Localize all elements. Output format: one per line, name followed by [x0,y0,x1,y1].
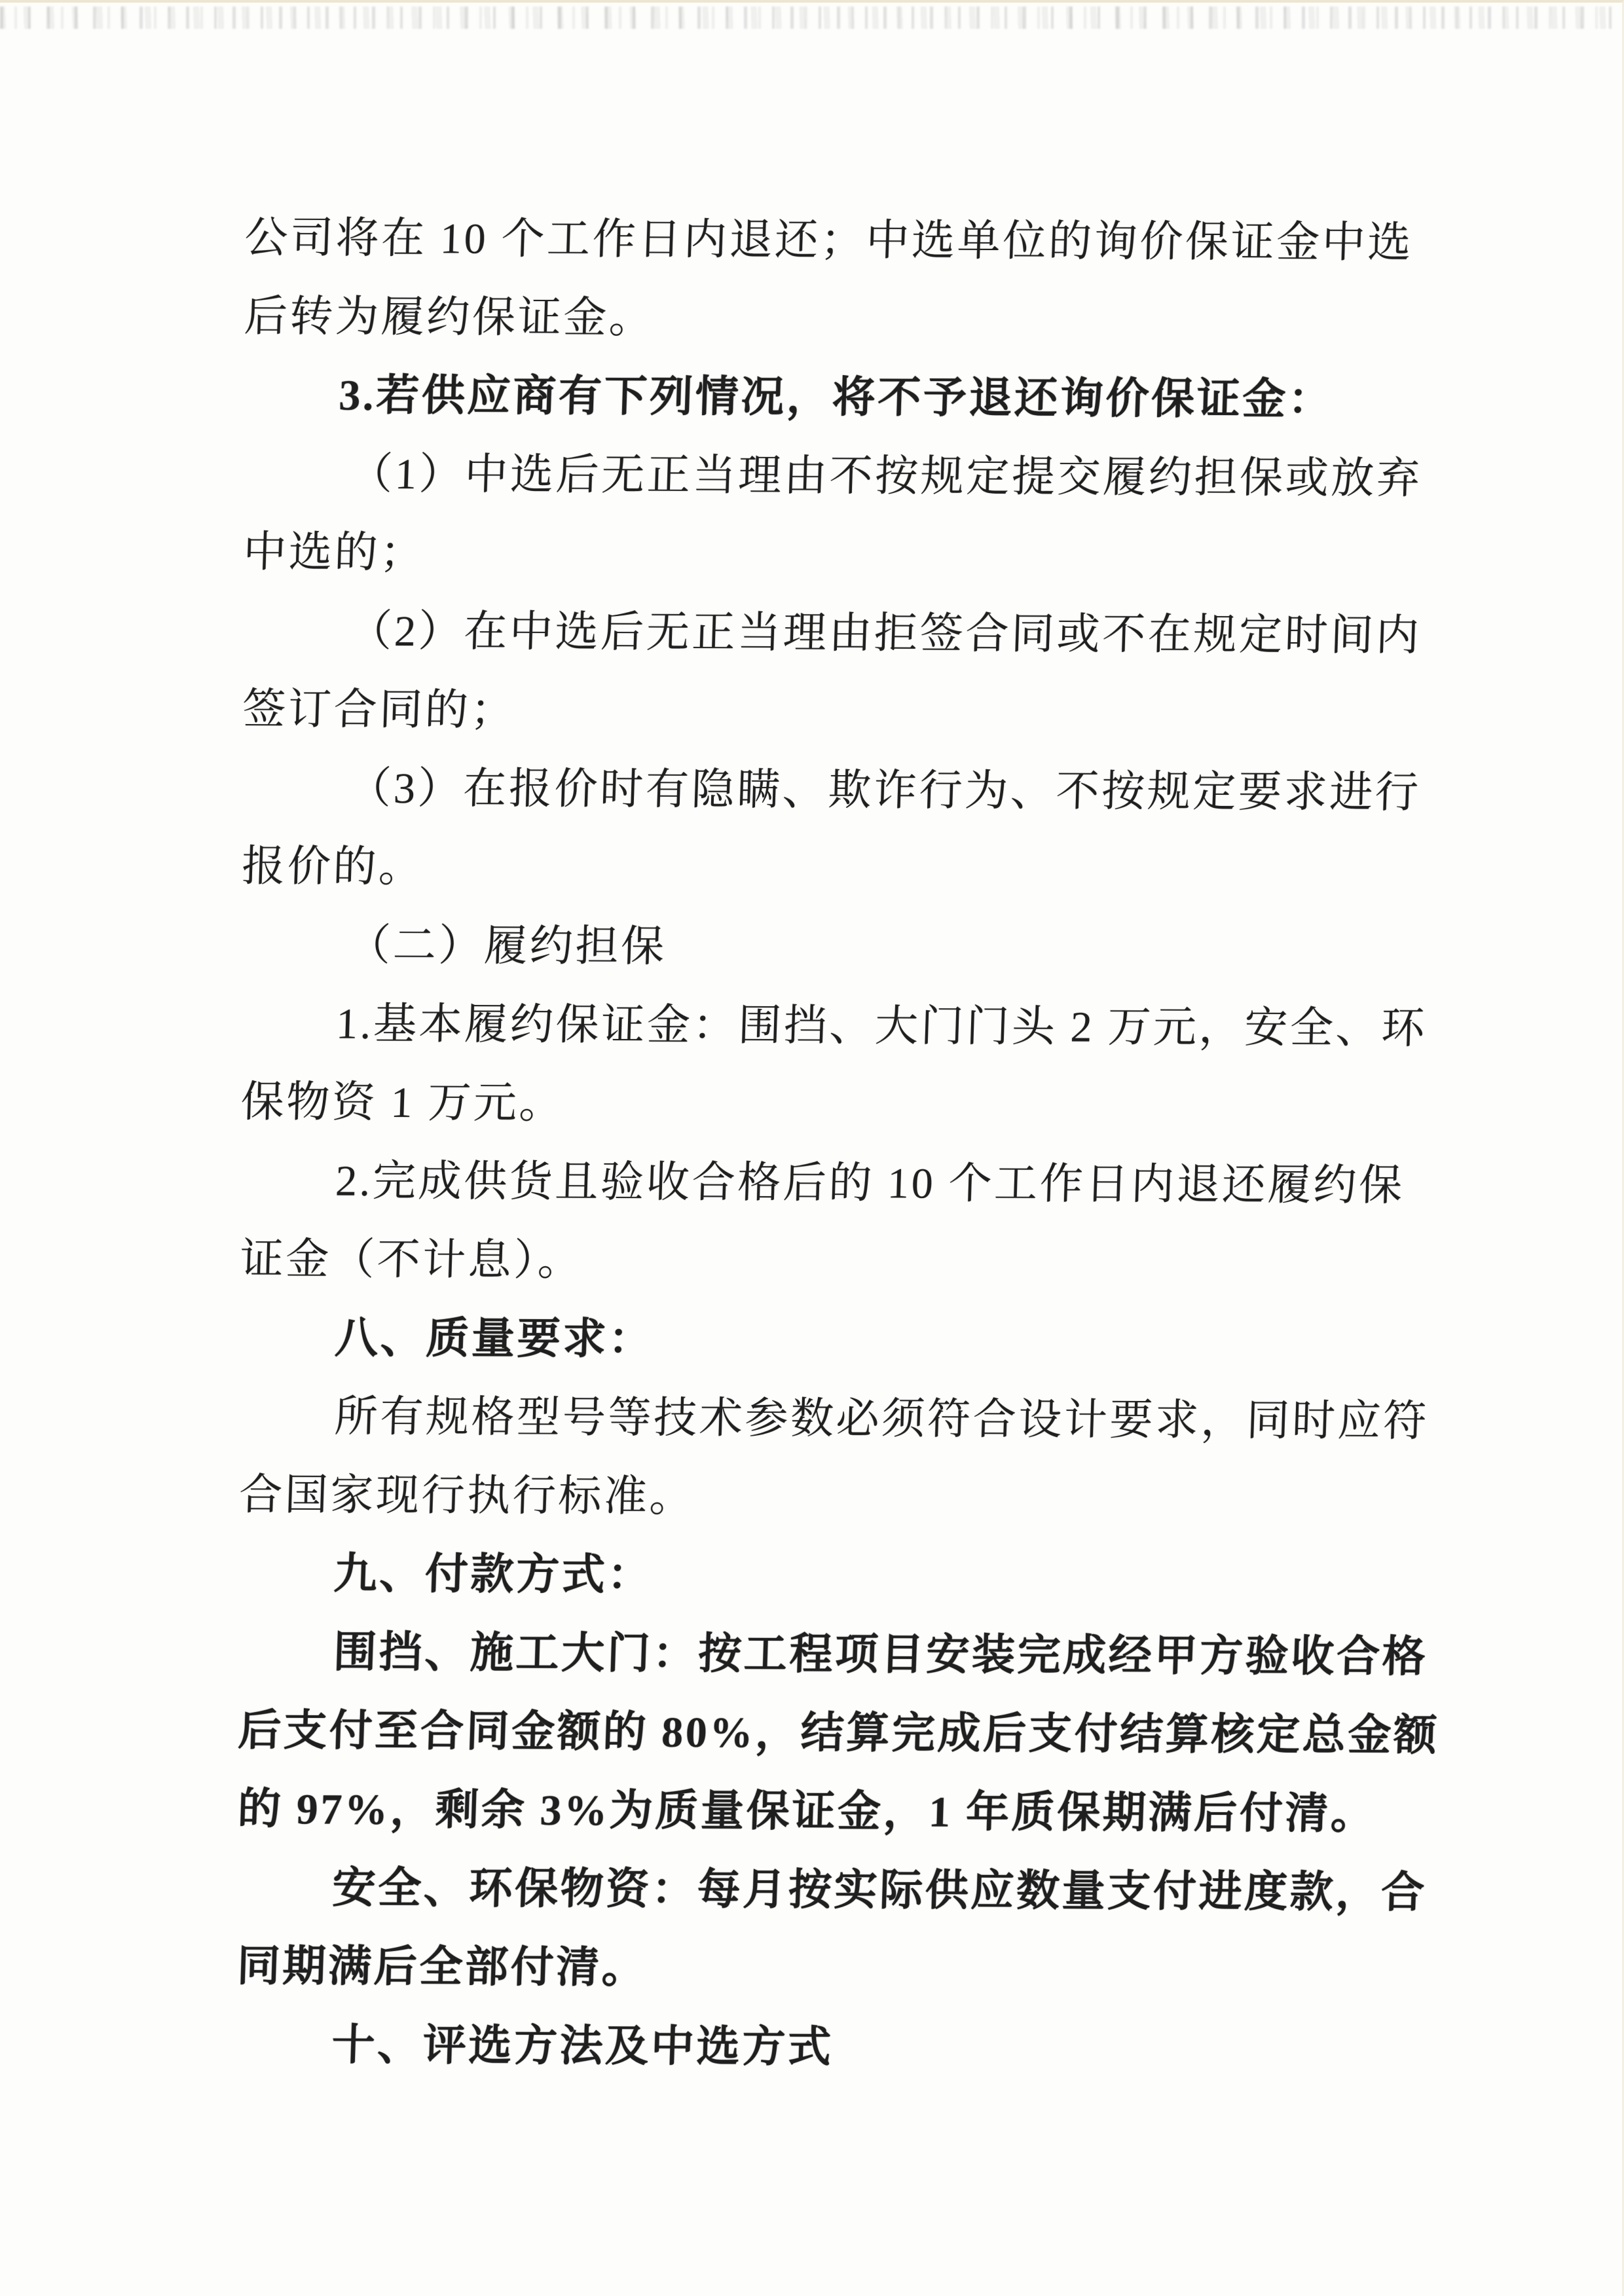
text-line: 所有规格型号等技术参数必须符合设计要求，同时应符 [333,1393,1430,1446]
text-line: 公司将在 10 个工作日内退还；中选单位的询价保证金中选 [244,214,1414,267]
scan-noise-artifact [0,7,1624,29]
text-line: 同期满后全部付清。 [236,1942,648,1992]
text-line: 中选的； [242,528,427,577]
text-line: 合国家现行执行标准。 [238,1470,696,1522]
section-heading-line: 十、评选方法及中选方式 [331,2021,834,2071]
text-line: 2.完成供货且验收合格后的 10 个工作日内退还履约保 [335,1157,1406,1210]
text-line: 后支付至合同金额的 80%，结算完成后支付结算核定总金额 [237,1706,1440,1760]
section-heading-line: 九、付款方式： [333,1550,654,1599]
text-line: 3.若供应商有下列情况，将不予退还询价保证金： [338,371,1335,424]
text-line: 报价的。 [241,843,425,892]
text-line: 保物资 1 万元。 [240,1078,566,1128]
text-line: （1）中选后无正当理由不按规定提交履约担保或放弃 [348,450,1423,503]
text-line: （二）履约担保 [346,921,667,971]
text-line: 的 97%，剩余 3%为质量保证金，1 年质保期满后付清。 [236,1785,1377,1838]
text-line: 证金（不计息）。 [239,1235,584,1285]
text-line: （2）在中选后无正当理由拒签合同或不在规定时间内 [348,607,1422,660]
text-line: 围挡、施工大门：按工程项目安装完成经甲方验收合格 [333,1628,1429,1681]
text-line: 1.基本履约保证金：围挡、大门门头 2 万元，安全、环 [335,1000,1428,1053]
section-heading-line: 八、质量要求： [334,1314,655,1364]
text-line: 安全、环保物资：每月按实际供应数量支付进度款，合 [331,1864,1428,1917]
document-text-block [235,199,1440,2090]
text-line: 后转为履约保证金。 [243,293,655,342]
text-line: （3）在报价时有隐瞒、欺诈行为、不按规定要求进行 [347,764,1422,817]
text-line: 签订合同的； [242,685,517,735]
